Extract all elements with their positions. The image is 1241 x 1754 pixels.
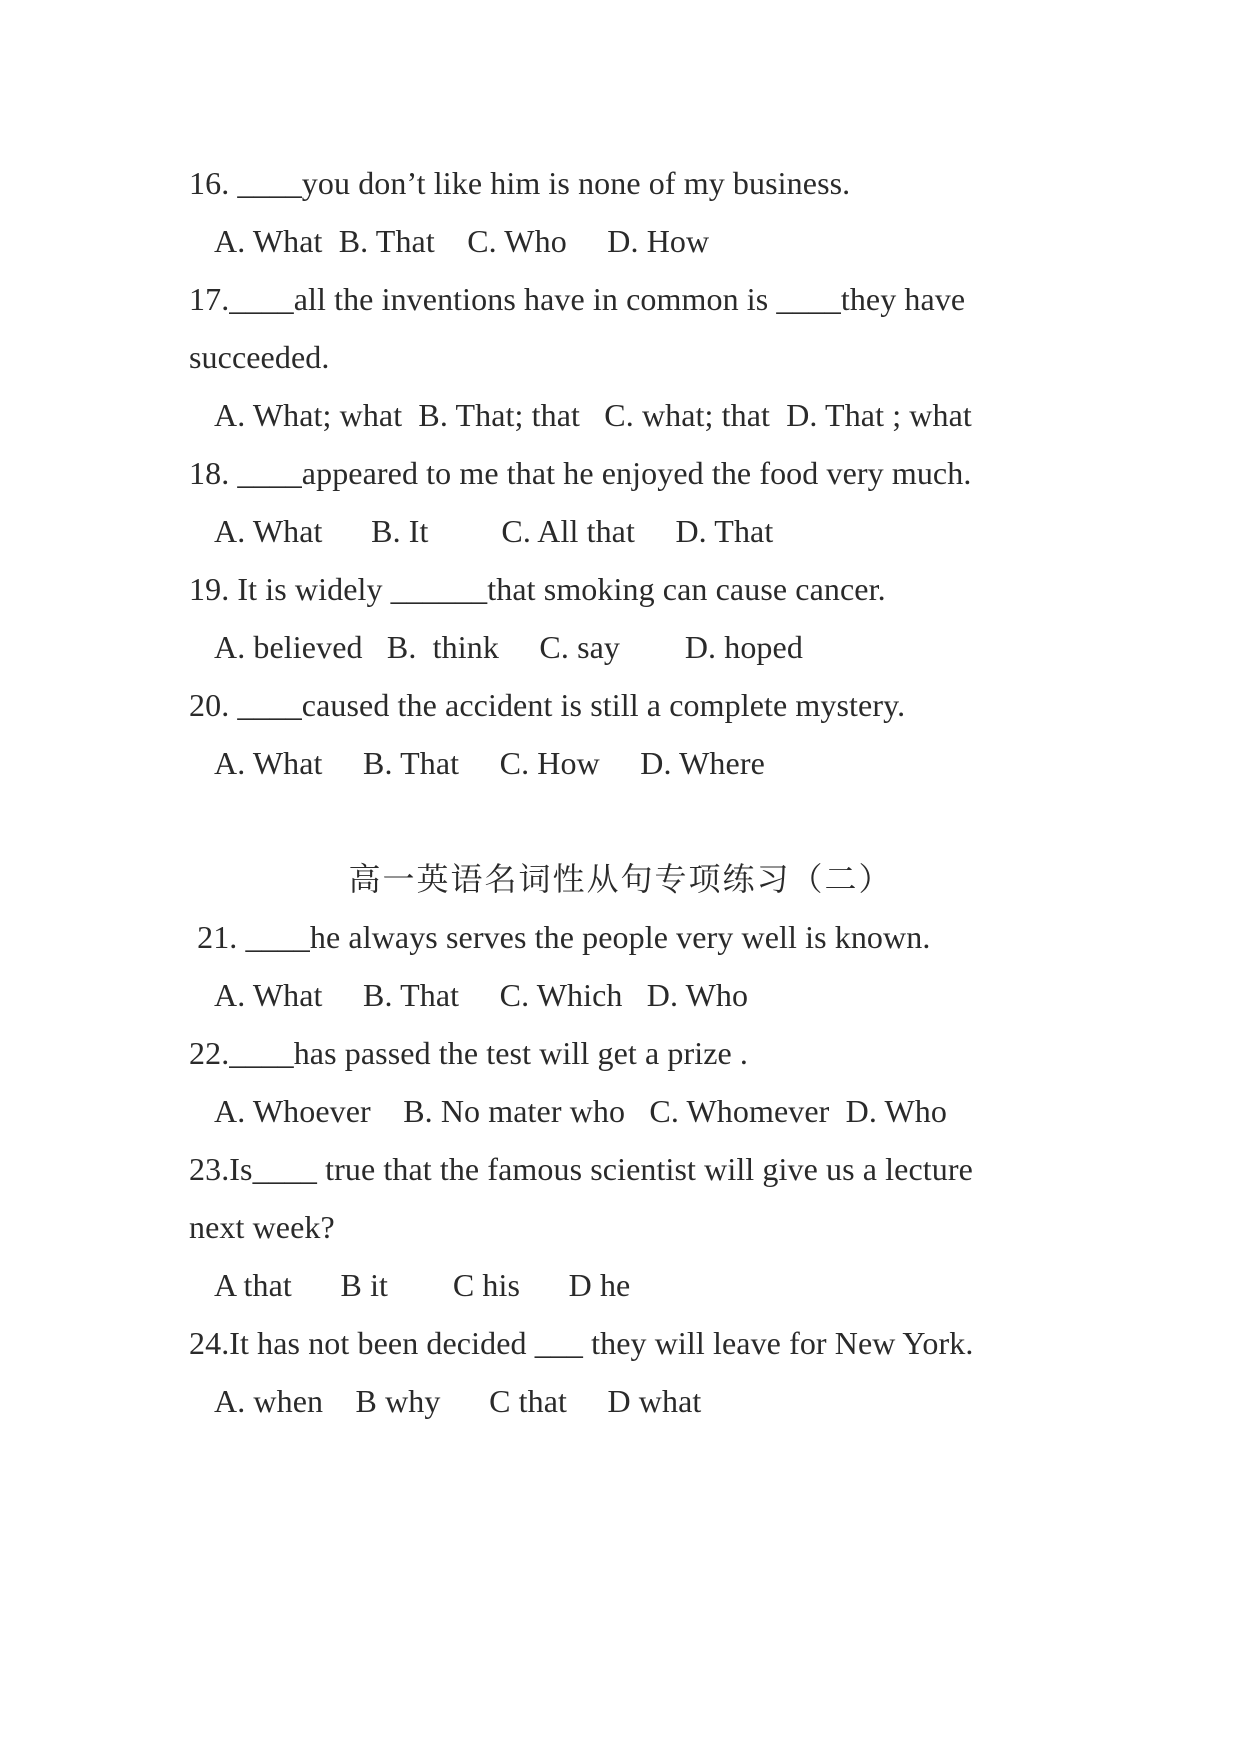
question-17-continuation: succeeded.: [189, 339, 330, 375]
question-21: 21. ____he always serves the people very well is known.: [189, 919, 931, 955]
question-19: 19. It is widely ______that smoking can cause cancer.: [189, 571, 886, 607]
question-20: 20. ____caused the accident is still a complete mystery.: [189, 687, 906, 723]
question-23-continuation: next week?: [189, 1209, 335, 1245]
question-24: 24.It has not been decided ___ they will leave for New York.: [189, 1325, 974, 1361]
question-19-options: A. believed B. think C. say D. hoped: [214, 629, 803, 665]
question-16: 16. ____you don’t like him is none of my business.: [189, 165, 851, 201]
question-18: 18. ____appeared to me that he enjoyed the food very much.: [189, 455, 972, 491]
question-21-options: A. What B. That C. Which D. Who: [214, 977, 749, 1013]
question-18-options: A. What B. It C. All that D. That: [214, 513, 774, 549]
question-22: 22.____has passed the test will get a prize .: [189, 1035, 749, 1071]
question-20-options: A. What B. That C. How D. Where: [214, 745, 765, 781]
question-17: 17.____all the inventions have in common is ____they have: [189, 281, 966, 317]
question-22-options: A. Whoever B. No mater who C. Whomever D. Who: [214, 1093, 947, 1129]
question-23-options: A that B it C his D he: [214, 1267, 631, 1303]
question-16-options: A. What B. That C. Who D. How: [214, 223, 710, 259]
question-24-options: A. when B why C that D what: [214, 1383, 702, 1419]
question-17-options: A. What; what B. That; that C. what; that D. That ; what: [214, 397, 972, 433]
question-23: 23.Is____ true that the famous scientist will give us a lecture: [189, 1151, 973, 1187]
section-heading: 高一英语名词性从句专项练习（二）: [348, 860, 893, 898]
